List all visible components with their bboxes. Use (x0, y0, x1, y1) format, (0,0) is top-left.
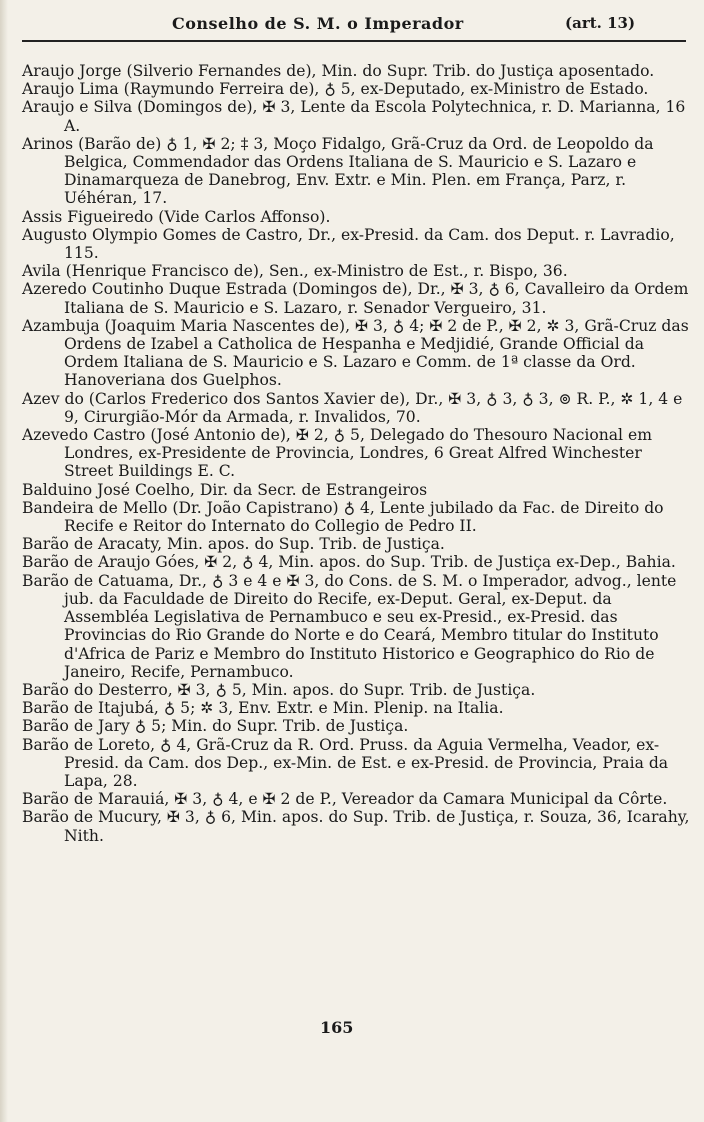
directory-entry: Azeredo Coutinho Duque Estrada (Domingos de), Dr., ✠ 3, ♁ 6, Cavalleiro da Ordem Italiana de S. Mauricio e S. Lazaro, r. Senador Vergueiro, 31. (22, 280, 689, 317)
directory-entry: Assis Figueiredo (Vide Carlos Affonso). (22, 207, 331, 226)
page-header (0, 8, 704, 36)
directory-entry: Araujo e Silva (Domingos de), ✠ 3, Lente da Escola Polytechnica, r. D. Marianna, 16 A. (22, 98, 686, 135)
page-edge (0, 0, 8, 1122)
running-title: Conselho de S. M. o Imperador (172, 14, 464, 33)
directory-entry: Barão de Jary ♁ 5; Min. do Supr. Trib. de Justiça. (22, 717, 409, 736)
directory-entry: Barão de Aracaty, Min. apos. do Sup. Trib. de Justiça. (22, 535, 445, 554)
directory-entry: Araujo Jorge (Silverio Fernandes de), Min. do Supr. Trib. do Justiça aposentado. (22, 62, 655, 80)
directory-entry: Bandeira de Mello (Dr. João Capistrano) ♁ 4, Lente jubilado da Fac. de Direito do Recife e Reitor do Internato do Collegio de Pedro II. (22, 498, 664, 536)
directory-entry: Avila (Henrique Francisco de), Sen., ex-Ministro de Est., r. Bispo, 36. (22, 262, 568, 281)
directory-entry: Barão de Catuama, Dr., ♁ 3 e 4 e ✠ 3, do Cons. de S. M. o Imperador, advog., lente jub. da Faculdade de Direito do Recife, ex-Deput. Geral, ex-Deput. da Assembléa Legislativa de Pernambuco e seu ex-Presid., ex-Presid. das Provincias do Rio Grande do Norte e do Ceará, Membro titular do Instituto d'Africa de Pariz e Membro do Instituto Historico e Geographico do Rio de Janeiro, Recife, Pernambuco. (22, 571, 677, 681)
directory-entry: Azev do (Carlos Frederico dos Santos Xavier de), Dr., ✠ 3, ♁ 3, ♁ 3, ⊚ R. P., ✲ 1, 4 e 9, Cirurgião-Mór da Armada, r. Invalidos, 70. (22, 389, 683, 426)
directory-entry: Augusto Olympio Gomes de Castro, Dr., ex-Presid. da Cam. dos Deput. r. Lavradio, 115. (22, 225, 675, 263)
directory-entry: Azambuja (Joaquim Maria Nascentes de), ✠ 3, ♁ 4; ✠ 2 de P., ✠ 2, ✲ 3, Grã-Cruz das Ordens de Izabel a Catholica de Hespanha e Medjidié, Grande Official da Ordem Italiana de S. Mauricio e S. Lazaro e Comm. de 1ª classe da Ord. Hanoveriana dos Guelphos. (22, 316, 689, 390)
directory-entry: Balduino José Coelho, Dir. da Secr. de Estrangeiros (22, 480, 428, 499)
directory-entry: Barão do Desterro, ✠ 3, ♁ 5, Min. apos. do Supr. Trib. de Justiça. (22, 680, 536, 699)
directory-entry: Barão de Marauiá, ✠ 3, ♁ 4, e ✠ 2 de P., Vereador da Camara Municipal da Côrte. (22, 790, 668, 809)
directory-entry: Barão de Araujo Góes, ✠ 2, ♁ 4, Min. apos. do Sup. Trib. de Justiça ex-Dep., Bahia. (22, 553, 676, 572)
article-ref: (art. 13) (565, 14, 636, 32)
directory-entry: Arinos (Barão de) ♁ 1, ✠ 2; ‡ 3, Moço Fidalgo, Grã-Cruz da Ord. de Leopoldo da Belgica, Commendador das Ordens Italiana de S. Mauricio e S. Lazaro e Dinamarqueza de Danebrog, Env. Extr. e Min. Plen. em França, Parz, r. Uéhéran, 17. (22, 134, 654, 208)
header-rule (22, 40, 686, 42)
directory-entry: Barão de Mucury, ✠ 3, ♁ 6, Min. apos. do Sup. Trib. de Justiça, r. Souza, 36, Icarahy, Nith. (22, 808, 690, 845)
directory-entry: Araujo Lima (Raymundo Ferreira de), ♁ 5, ex-Deputado, ex-Ministro de Estado. (22, 80, 649, 99)
directory-entry: Azevedo Castro (José Antonio de), ✠ 2, ♁ 5, Delegado do Thesouro Nacional em Londres, ex-Presidente de Provincia, Londres, 6 Great Alfred Winchester Street Buildings E. C. (22, 426, 653, 481)
directory-entry: Barão de Loreto, ♁ 4, Grã-Cruz da R. Ord. Pruss. da Aguia Vermelha, Veador, ex-Presid. da Cam. dos Dep., ex-Min. de Est. e ex-Presid. de Provincia, Praia da Lapa, 28. (22, 735, 669, 790)
page-number: 165 (320, 1018, 354, 1037)
directory-entries (22, 62, 694, 845)
directory-entry: Barão de Itajubá, ♁ 5; ✲ 3, Env. Extr. e Min. Plenip. na Italia. (22, 699, 504, 718)
